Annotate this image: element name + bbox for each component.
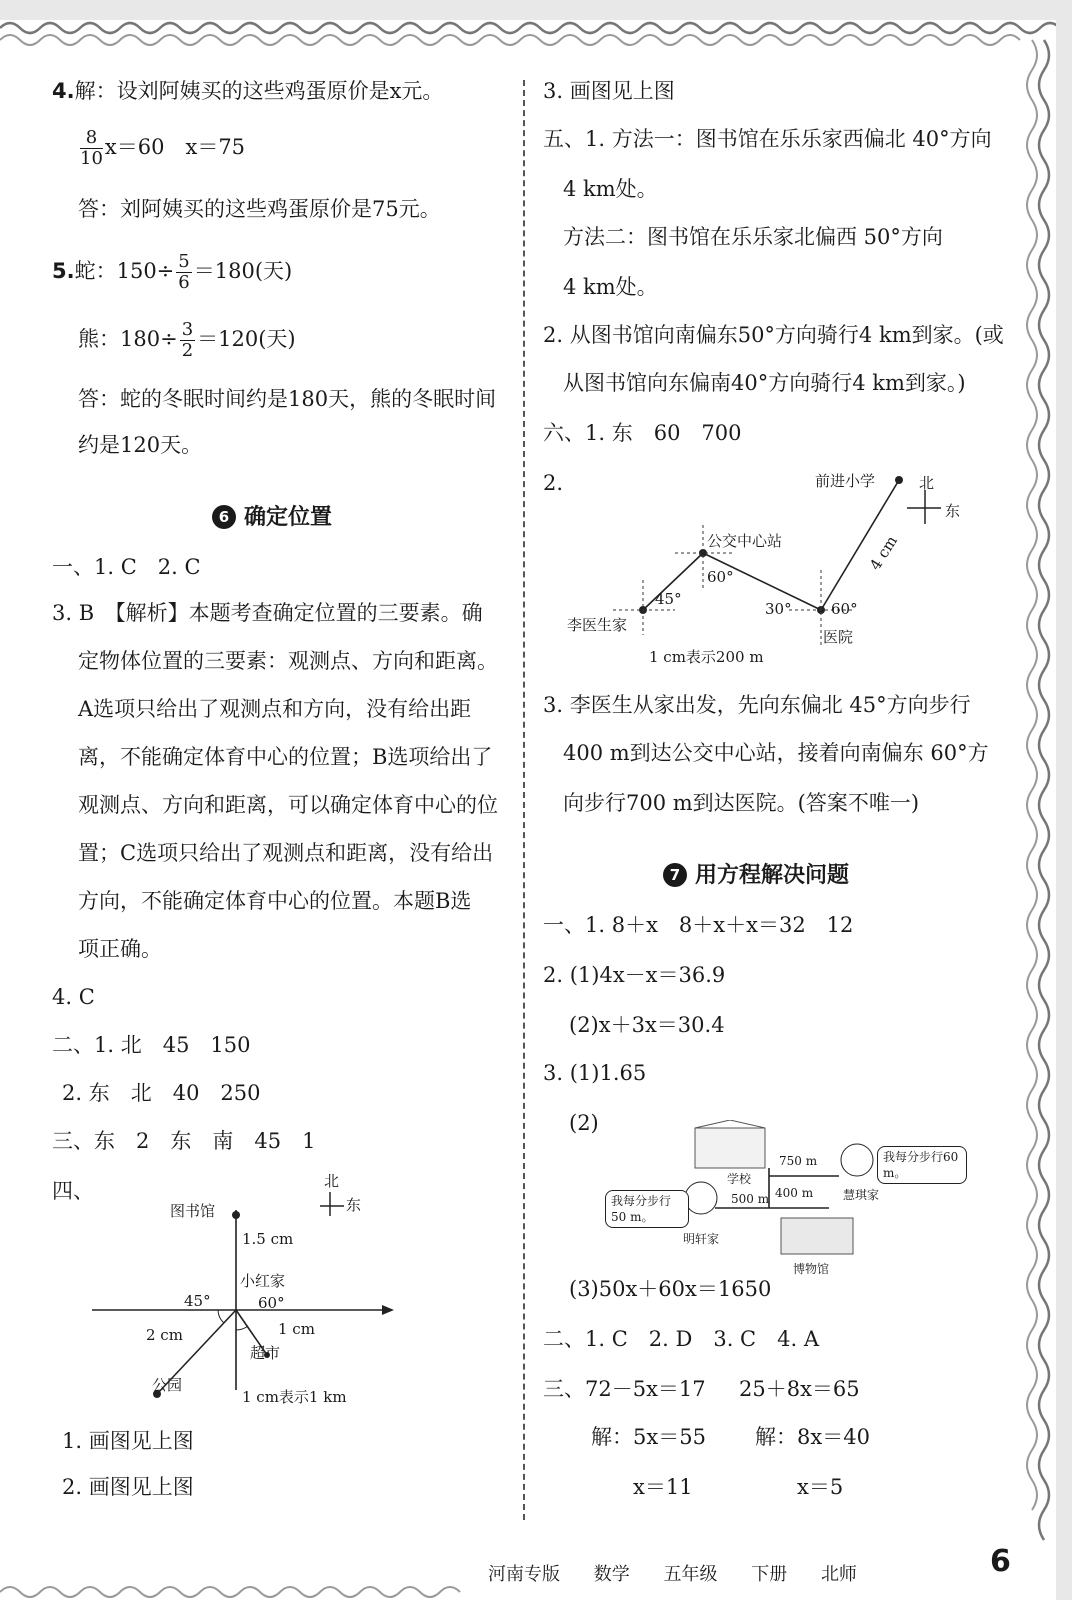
d3-mingxuan-label: 明轩家 bbox=[683, 1232, 720, 1246]
q5-label: 5. bbox=[52, 259, 75, 283]
sec7-part3-sol2b: x＝5 bbox=[797, 1475, 844, 1499]
compass-rose-2 bbox=[903, 488, 943, 528]
r-part5-q1-d: 4 km处。 bbox=[563, 275, 658, 299]
d2-angle45-label: 45° bbox=[655, 590, 682, 608]
footer-grade: 五年级 bbox=[663, 1564, 718, 1585]
q5-snake-a: 蛇：150÷ bbox=[74, 259, 175, 283]
sec6-q1: 一、1. C 2. C bbox=[52, 555, 201, 579]
sec6-q3-head: 3. B 【解析】本题考查确定位置的三要素。确 bbox=[52, 601, 483, 625]
section-6-title bbox=[212, 500, 332, 531]
d3-museum-label: 博物馆 bbox=[793, 1262, 830, 1276]
q5-snake-fraction bbox=[176, 252, 191, 293]
d1-angle60-label: 60° bbox=[258, 1294, 285, 1312]
d3-speech-bubble-boy: 我每分步行50 m。 bbox=[605, 1190, 689, 1228]
school-point bbox=[895, 476, 903, 484]
d2-school-label: 前进小学 bbox=[815, 472, 876, 490]
r-part5-q1-c: 方法二：图书馆在乐乐家北偏西 50°方向 bbox=[563, 225, 943, 249]
d3-school-label: 学校 bbox=[727, 1172, 752, 1186]
sec7-q3-1: 3. (1)1.65 bbox=[543, 1061, 647, 1085]
q4-answer: 答：刘阿姨买的这些鸡蛋原价是75元。 bbox=[78, 197, 441, 221]
r-part6-q3-c: 向步行700 m到达医院。(答案不唯一) bbox=[563, 791, 920, 815]
sec7-part3-eq1: 三、72－5x＝17 bbox=[543, 1377, 706, 1401]
sec7-q2-1: 2. (1)4x－x＝36.9 bbox=[543, 963, 726, 987]
d2-compass-north: 北 bbox=[919, 474, 935, 492]
decorative-border-right bbox=[1012, 0, 1072, 1600]
girl-avatar bbox=[841, 1144, 873, 1176]
d1-dist3-label: 1 cm bbox=[278, 1320, 315, 1338]
arrow-east bbox=[382, 1305, 394, 1315]
sec6-q3-line3: A选项只给出了观测点和方向，没有给出距 bbox=[78, 697, 472, 721]
d1-scale-label: 1 cm表示1 km bbox=[242, 1388, 347, 1406]
q5-bear-fraction bbox=[180, 320, 195, 361]
d3-speech-bubble-girl: 我每分步行60 m。 bbox=[877, 1146, 967, 1184]
sec6-q3-line6: 置；C选项只给出了观测点和距离，没有给出 bbox=[78, 841, 494, 865]
sec7-q3-2: (2) bbox=[569, 1111, 599, 1135]
d1-park-label: 公园 bbox=[152, 1376, 183, 1394]
sec6-part4-q2: 2. 画图见上图 bbox=[62, 1475, 194, 1499]
angle-45-arc bbox=[218, 1310, 224, 1323]
page-number: 6 bbox=[990, 1544, 1011, 1579]
q4-frac-den: 10 bbox=[80, 148, 103, 169]
sec6-q3-line7: 方向，不能确定体育中心的位置。本题B选 bbox=[78, 889, 472, 913]
section-7-number: 7 bbox=[663, 863, 687, 887]
r-part6-q1: 六、1. 东 60 700 bbox=[543, 421, 742, 445]
d1-angle45-label: 45° bbox=[184, 1292, 211, 1310]
sec6-q3-line4: 离，不能确定体育中心的位置；B选项给出了 bbox=[78, 745, 493, 769]
d2-bus-label: 公交中心站 bbox=[707, 532, 783, 550]
diagram-doctor-route bbox=[603, 470, 1003, 670]
q5-bear-num: 3 bbox=[181, 319, 194, 340]
q4-eq-text: x＝60 x＝75 bbox=[104, 135, 246, 159]
sec7-part3-sol1b: 解：8x＝40 bbox=[755, 1425, 870, 1449]
d3-400-label: 400 m bbox=[775, 1186, 814, 1200]
sec6-q4: 4. C bbox=[52, 985, 95, 1009]
q4-line bbox=[52, 78, 443, 105]
q5-bear-den: 2 bbox=[181, 340, 194, 361]
q5-snake bbox=[52, 252, 292, 293]
r-part6-q3-b: 400 m到达公交中心站，接着向南偏东 60°方 bbox=[563, 741, 989, 765]
section-6-text: 确定位置 bbox=[244, 505, 333, 530]
compass-rose-1 bbox=[318, 1190, 348, 1220]
d2-hospital-label: 医院 bbox=[823, 628, 854, 646]
sec7-q1: 一、1. 8＋x 8＋x＋x＝32 12 bbox=[543, 913, 854, 937]
sec7-part3-eq2: 25＋8x＝65 bbox=[739, 1377, 860, 1401]
footer-edition: 北师 bbox=[820, 1564, 857, 1585]
sec6-part4-q1: 1. 画图见上图 bbox=[62, 1429, 194, 1453]
sec6-part4: 四、 bbox=[52, 1179, 94, 1203]
d2-angle60b-label: 60° bbox=[831, 600, 858, 618]
q4-frac-num: 8 bbox=[80, 128, 103, 149]
boy-avatar bbox=[685, 1182, 717, 1214]
q4-fraction bbox=[80, 128, 103, 169]
footer-subject: 数学 bbox=[593, 1564, 630, 1585]
d2-home-label: 李医生家 bbox=[567, 616, 628, 634]
d1-compass-north: 北 bbox=[324, 1172, 340, 1190]
sec7-q2-2: (2)x＋3x＝30.4 bbox=[569, 1013, 725, 1037]
sec7-part3-sol1a: 解：5x＝55 bbox=[591, 1425, 706, 1449]
d1-dist1-label: 1.5 cm bbox=[242, 1230, 294, 1248]
q5-bear bbox=[78, 320, 296, 361]
d3-huiqi-label: 慧琪家 bbox=[843, 1188, 880, 1202]
r-part5-q2-b: 从图书馆向东偏南40°方向骑行4 km到家。) bbox=[563, 371, 966, 395]
decorative-border-top bbox=[0, 0, 1072, 70]
sec6-q3-line8: 项正确。 bbox=[78, 937, 162, 961]
q4-text: 解：设刘阿姨买的这些鸡蛋原价是x元。 bbox=[74, 79, 444, 103]
q5-snake-den: 6 bbox=[178, 272, 190, 293]
sec6-q3-line2: 定物体位置的三要素：观测点、方向和距离。 bbox=[78, 649, 498, 673]
column-divider bbox=[523, 80, 525, 1520]
q4-label: 4. bbox=[52, 79, 75, 103]
q4-equation bbox=[78, 128, 245, 169]
q5-answer-2: 约是120天。 bbox=[78, 433, 203, 457]
d1-library-label: 图书馆 bbox=[170, 1202, 216, 1220]
r-part6-q3-a: 3. 李医生从家出发，先向东偏北 45°方向步行 bbox=[543, 693, 971, 717]
d3-500-label: 500 m bbox=[731, 1192, 770, 1206]
d2-compass-east: 东 bbox=[945, 502, 961, 520]
d1-market-label: 超市 bbox=[250, 1344, 281, 1362]
d1-dist2-label: 2 cm bbox=[146, 1326, 183, 1344]
q5-bear-b: ＝120(天) bbox=[197, 327, 296, 351]
q5-snake-b: ＝180(天) bbox=[193, 259, 293, 283]
library-point bbox=[232, 1211, 240, 1219]
d2-scale-label: 1 cm表示200 m bbox=[649, 648, 764, 666]
d3-750-label: 750 m bbox=[779, 1154, 818, 1168]
sec6-q3-line5: 观测点、方向和距离，可以确定体育中心的位 bbox=[78, 793, 498, 817]
section-7-title bbox=[663, 858, 849, 889]
museum-building-icon bbox=[781, 1218, 853, 1254]
sec7-part2: 二、1. C 2. D 3. C 4. A bbox=[543, 1327, 819, 1351]
school-building-icon bbox=[695, 1128, 765, 1168]
q5-snake-num: 5 bbox=[178, 251, 190, 272]
sec6-part2-q1: 二、1. 北 45 150 bbox=[52, 1033, 251, 1057]
page-footer bbox=[488, 1560, 885, 1586]
d1-home-label: 小红家 bbox=[240, 1272, 286, 1290]
d2-4cm-label: 4 cm bbox=[866, 532, 901, 574]
sec6-part2-q2: 2. 东 北 40 250 bbox=[62, 1081, 261, 1105]
r-part5-q1-a: 五、1. 方法一：图书馆在乐乐家西偏北 40°方向 bbox=[543, 127, 992, 151]
d2-angle30-label: 30° bbox=[765, 600, 792, 618]
d1-compass-east: 东 bbox=[346, 1196, 362, 1214]
d2-angle60-label: 60° bbox=[707, 568, 734, 586]
r-part5-q2-a: 2. 从图书馆向南偏东50°方向骑行4 km到家。(或 bbox=[543, 323, 1004, 347]
r-part5-q1-b: 4 km处。 bbox=[563, 177, 658, 201]
angle-60-arc bbox=[236, 1326, 248, 1330]
r-part6-q2: 2. bbox=[543, 471, 564, 495]
sec6-part3: 三、东 2 东 南 45 1 bbox=[52, 1129, 316, 1153]
q5-answer-1: 答：蛇的冬眠时间约是180天，熊的冬眠时间 bbox=[78, 387, 497, 411]
q5-bear-a: 熊：180÷ bbox=[78, 327, 178, 351]
section-6-number: 6 bbox=[212, 505, 236, 529]
r-q3: 3. 画图见上图 bbox=[543, 79, 675, 103]
section-7-text: 用方程解决问题 bbox=[695, 863, 850, 888]
footer-region: 河南专版 bbox=[488, 1564, 560, 1585]
sec7-part3-sol2a: x＝11 bbox=[633, 1475, 693, 1499]
sec7-q3-3: (3)50x＋60x＝1650 bbox=[569, 1277, 772, 1301]
footer-term: 下册 bbox=[751, 1564, 788, 1585]
